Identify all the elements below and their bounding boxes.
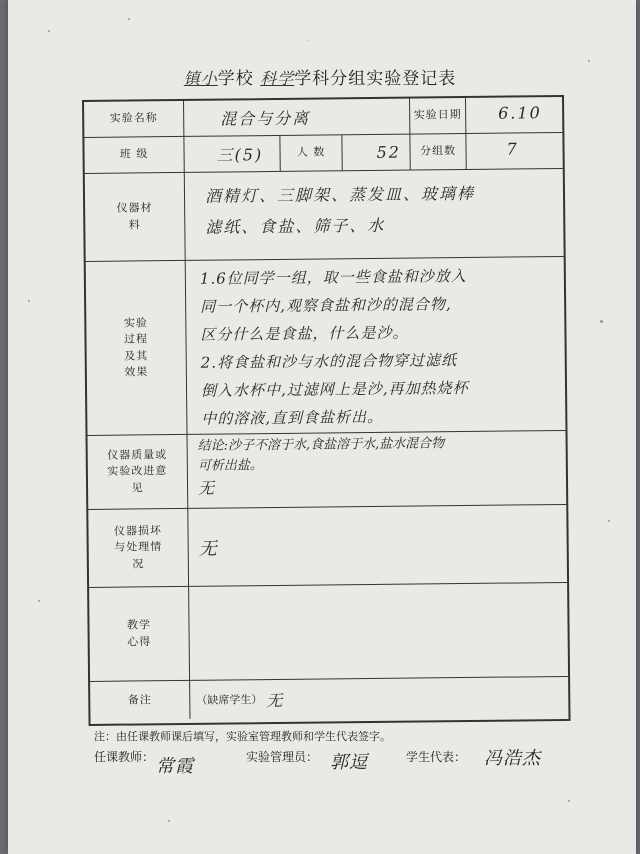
process-line: 同一个杯内,观察食盐和沙的混合物, — [200, 295, 452, 316]
process-line: 1.6位同学一组，取一些食盐和沙放入 — [199, 266, 467, 288]
lab-manager-label: 实验管理员： — [246, 750, 319, 764]
process-line: 中的溶液,直到食盐析出。 — [201, 407, 384, 428]
quality-value — [188, 431, 567, 509]
teacher-signature: 常霞 — [156, 756, 194, 777]
signature-row — [94, 748, 634, 788]
remarks-cell — [190, 677, 568, 719]
group-count-value: 7 — [466, 133, 562, 170]
remarks-label: 备注 — [90, 681, 190, 720]
teacher-label: 任课教师： — [94, 750, 155, 764]
quality-line: 结论:沙子不溶于水,食盐溶于水,盐水混合物 — [197, 436, 445, 454]
absent-students-note: （缺席学生） — [196, 693, 263, 707]
experiment-date-value: 6.10 — [466, 97, 562, 134]
footer-note: 注：由任课教师课后填写，实验室管理教师和学生代表签字。 — [94, 730, 391, 743]
damage-value: 无 — [188, 505, 567, 587]
reflection-value — [189, 583, 568, 681]
class-label: 班 级 — [84, 137, 184, 174]
process-value — [186, 257, 566, 435]
student-rep-label: 学生代表： — [406, 750, 467, 764]
student-rep-signature: 冯浩杰 — [484, 748, 541, 769]
experiment-name-value: 混合与分离 — [184, 99, 410, 137]
quality-line: 无 — [197, 478, 215, 498]
school-name: 镇小 — [183, 69, 218, 88]
quality-label: 仪器质量或实验改进意见 — [88, 435, 189, 510]
damage-label: 仪器损坏与处理情况 — [88, 509, 189, 588]
experiment-name-label: 实验名称 — [84, 101, 184, 138]
title-suffix: 学科分组实验登记表 — [294, 69, 457, 89]
subject-name: 科学 — [260, 69, 295, 88]
process-line: 倒入水杯中,过滤网上是沙,再加热烧杯 — [200, 378, 469, 400]
group-count-label: 分组数 — [410, 134, 466, 171]
process-line: 2.将食盐和沙与水的混合物穿过滤纸 — [200, 351, 458, 372]
quality-line: 可析出盐。 — [197, 458, 263, 474]
materials-value — [185, 169, 564, 261]
reflection-label: 教学心得 — [89, 587, 190, 682]
materials-label: 仪器材料 — [85, 173, 186, 262]
school-suffix: 学校 — [217, 69, 254, 89]
people-count-label: 人 数 — [280, 135, 342, 172]
form-title — [0, 64, 640, 89]
lab-manager-signature: 郭逗 — [330, 752, 368, 773]
process-line: 区分什么是食盐，什么是沙。 — [200, 323, 409, 344]
registration-table — [82, 95, 571, 726]
process-label: 实验过程及其效果 — [86, 261, 188, 436]
materials-line: 滤纸、食盐、筛子、水 — [205, 215, 386, 237]
class-value: 三(5) — [184, 136, 280, 173]
materials-line: 酒精灯、三脚架、蒸发皿、玻璃棒 — [204, 183, 476, 206]
remarks-value: 无 — [266, 690, 285, 710]
experiment-date-label: 实验日期 — [410, 98, 466, 135]
people-count-value: 52 — [342, 135, 410, 172]
